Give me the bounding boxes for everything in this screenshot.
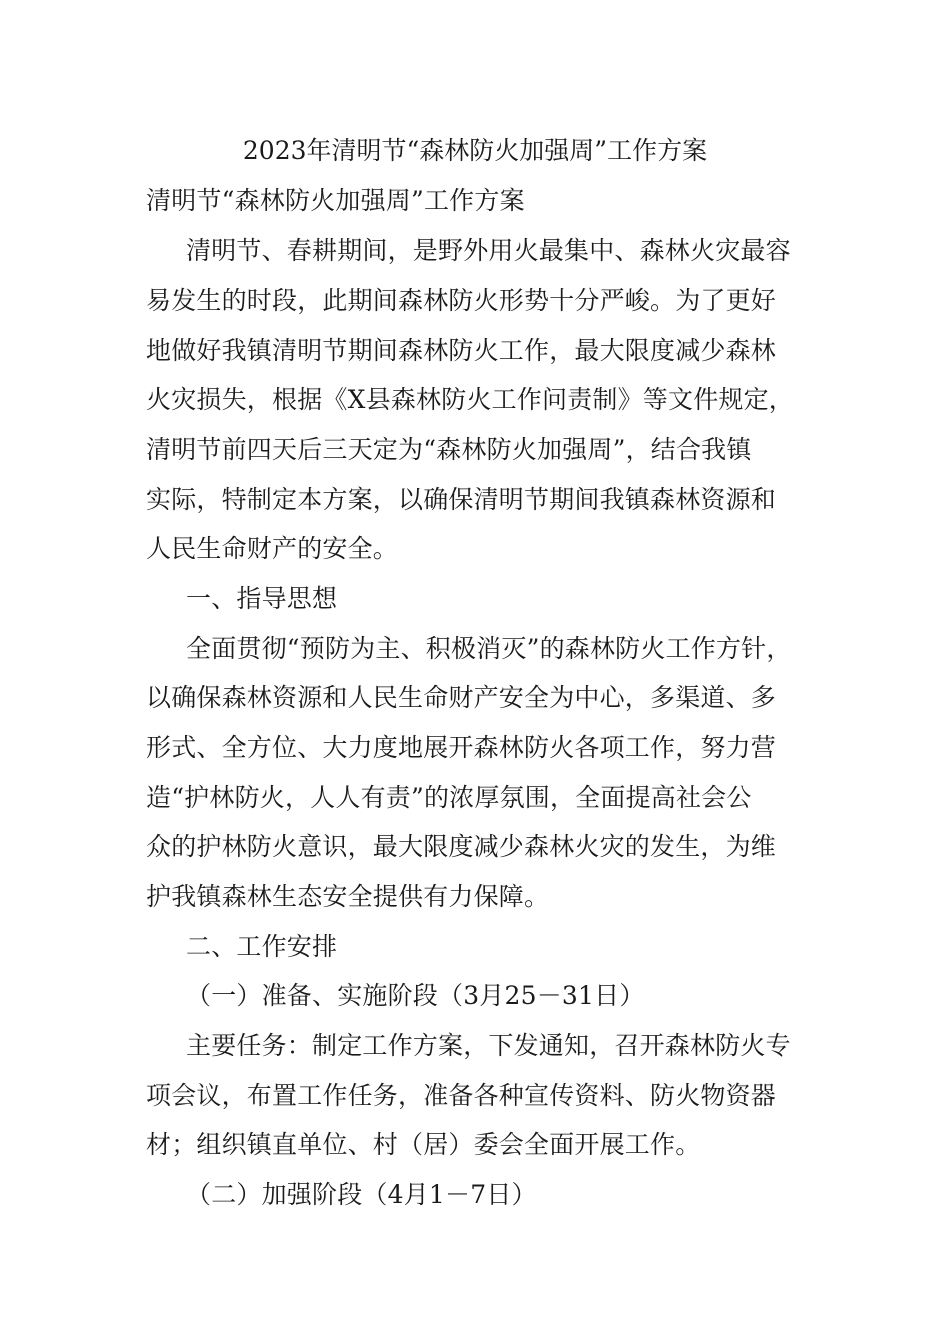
paragraph-line: 地做好我镇清明节期间森林防火工作，最大限度减少森林 — [146, 336, 777, 365]
paragraph-line: 形式、全方位、大力度地展开森林防火各项工作，努力营 — [146, 733, 777, 762]
paragraph-line: 人民生命财产的安全。 — [146, 534, 399, 563]
paragraph-line: 全面贯彻“预防为主、积极消灭”的森林防火工作方针， — [186, 634, 792, 663]
paragraph-line: 众的护林防火意识，最大限度减少森林火灾的发生，为维 — [146, 832, 777, 861]
section-heading: 一、指导思想 — [186, 584, 338, 613]
paragraph-line: 项会议，布置工作任务，准备各种宣传资料、防火物资器 — [146, 1081, 777, 1110]
paragraph-line: 材；组织镇直单位、村（居）委会全面开展工作。 — [146, 1130, 701, 1159]
paragraph-line: 护我镇森林生态安全提供有力保障。 — [146, 882, 550, 911]
section-heading: 二、工作安排 — [186, 932, 338, 961]
paragraph-line: 实际，特制定本方案，以确保清明节期间我镇森林资源和 — [146, 485, 777, 514]
document-title: 2023年清明节“森林防火加强周”工作方案 — [242, 136, 708, 165]
paragraph-line: 以确保森林资源和人民生命财产安全为中心，多渠道、多 — [146, 683, 777, 712]
document-subtitle: 清明节“森林防火加强周”工作方案 — [146, 186, 525, 215]
paragraph-line: 火灾损失，根据《X县森林防火工作问责制》等文件规定， — [146, 385, 795, 414]
paragraph-line: 清明节、春耕期间，是野外用火最集中、森林火灾最容 — [186, 236, 791, 265]
paragraph-line: 清明节前四天后三天定为“森林防火加强周”，结合我镇 — [146, 435, 752, 464]
paragraph-line: 主要任务：制定工作方案，下发通知，召开森林防火专 — [186, 1031, 791, 1060]
paragraph-line: 易发生的时段，此期间森林防火形势十分严峻。为了更好 — [146, 286, 777, 315]
subsection-heading: （二）加强阶段（4月1－7日） — [186, 1180, 537, 1209]
subsection-heading: （一）准备、实施阶段（3月25－31日） — [186, 981, 645, 1010]
paragraph-line: 造“护林防火，人人有责”的浓厚氛围，全面提高社会公 — [146, 783, 752, 812]
